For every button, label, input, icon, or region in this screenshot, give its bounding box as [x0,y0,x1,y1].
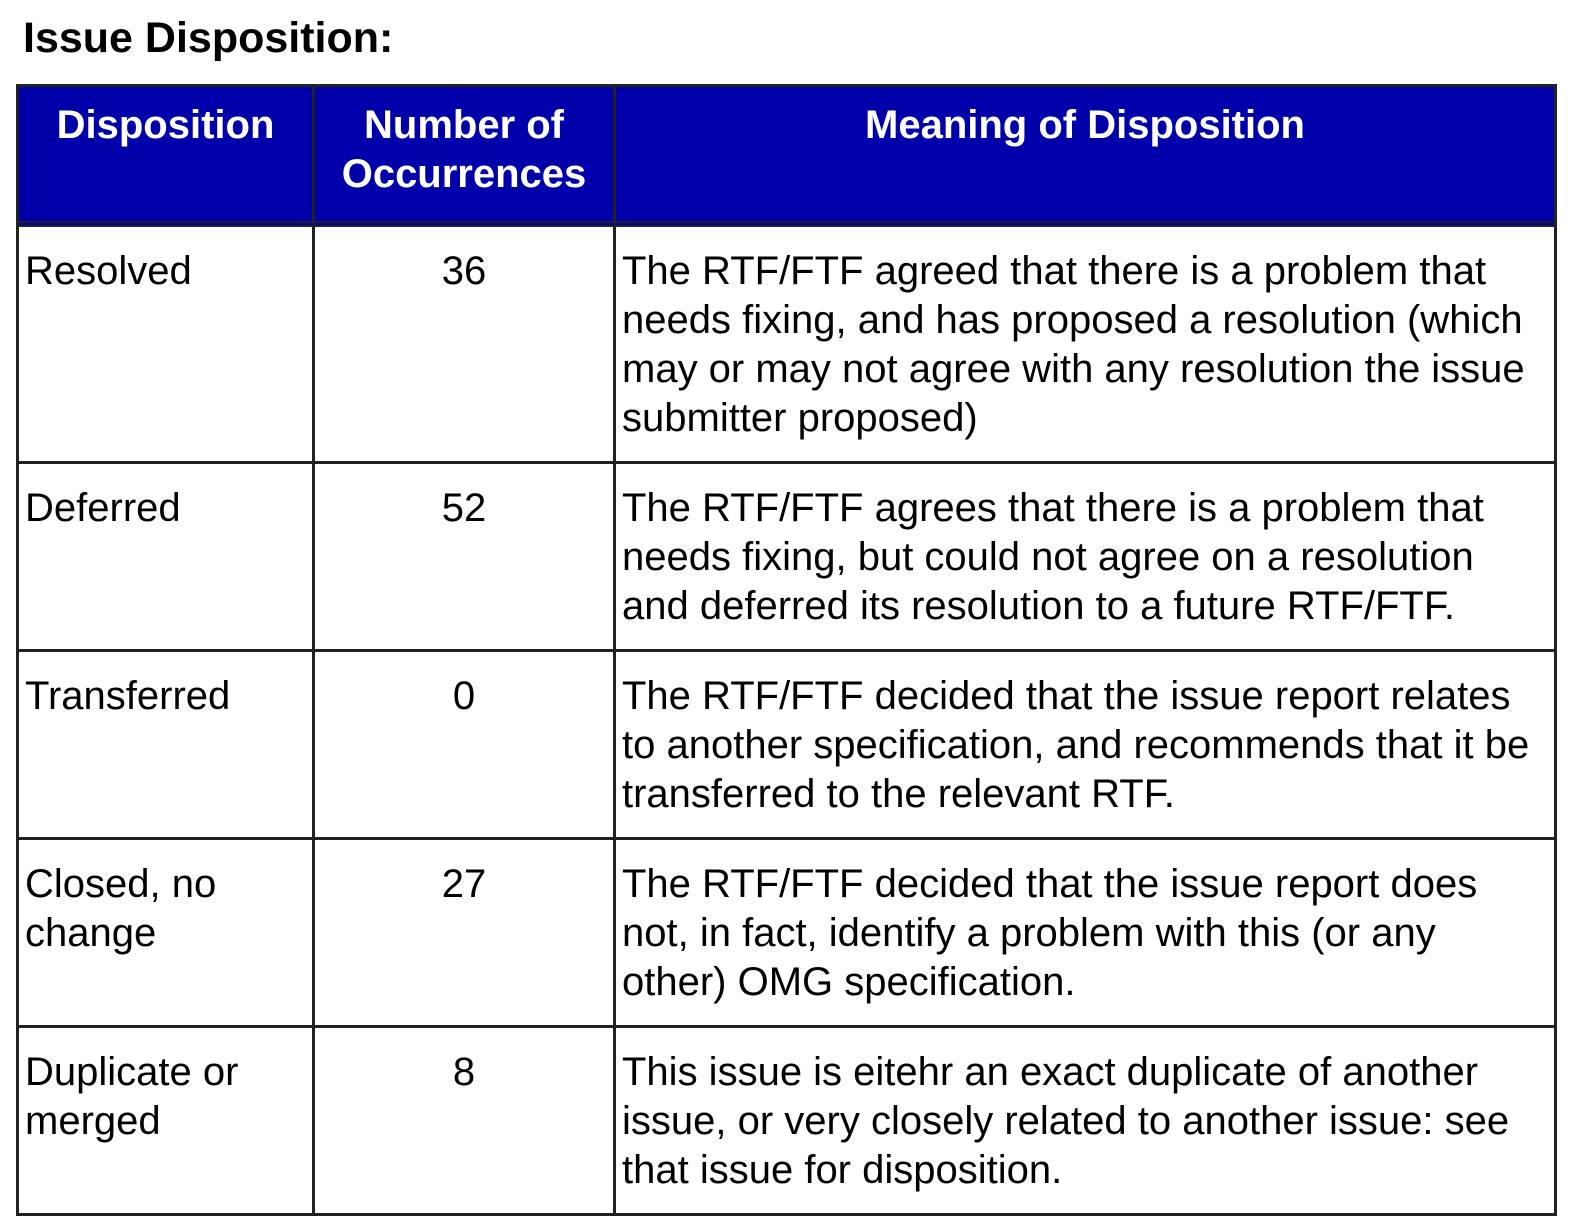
table-row [19,227,1554,464]
meaning-cell: This issue is eitehr an exact duplicate of another issue, or very closely related to another issue: see that issue for disposition. [622,1050,1510,1192]
disposition-cell: Resolved [19,227,315,464]
table-row [19,464,1554,652]
disposition-cell: Deferred [19,464,315,652]
meaning-cell: The RTF/FTF agreed that there is a problem that needs fixing, and has proposed a resolution (which may or may not agree with any resolution the issue submitter proposed) [616,227,1554,464]
header-disposition: Disposition [19,87,315,227]
count-cell: 36 [315,227,616,464]
count-cell: 27 [315,840,616,1028]
header-occurrences: Number of Occurrences [315,87,616,227]
table-row [19,652,1554,840]
meaning-cell: The RTF/FTF decided that the issue report relates to another specification, and recommends that it be transferred to the relevant RTF. [616,652,1554,840]
table-row [19,1028,1554,1213]
table-row [19,840,1554,1028]
count-cell: 0 [315,652,616,840]
page-title: Issue Disposition: [23,14,394,62]
disposition-cell: Closed, no change [19,840,315,1028]
header-meaning: Meaning of Disposition [616,87,1554,227]
header-row [19,87,1554,227]
count-cell: 52 [315,464,616,652]
disposition-cell: Transferred [19,652,315,840]
disposition-table [16,84,1557,1216]
meaning-cell: The RTF/FTF agrees that there is a problem that needs fixing, but could not agree on a resolution and deferred its resolution to a future RTF/FTF. [616,464,1554,652]
disposition-cell: Duplicate or merged [19,1028,315,1213]
count-cell: 8 [315,1028,616,1213]
meaning-cell: The RTF/FTF decided that the issue report does not, in fact, identify a problem with this (or any other) OMG specification. [616,840,1554,1028]
